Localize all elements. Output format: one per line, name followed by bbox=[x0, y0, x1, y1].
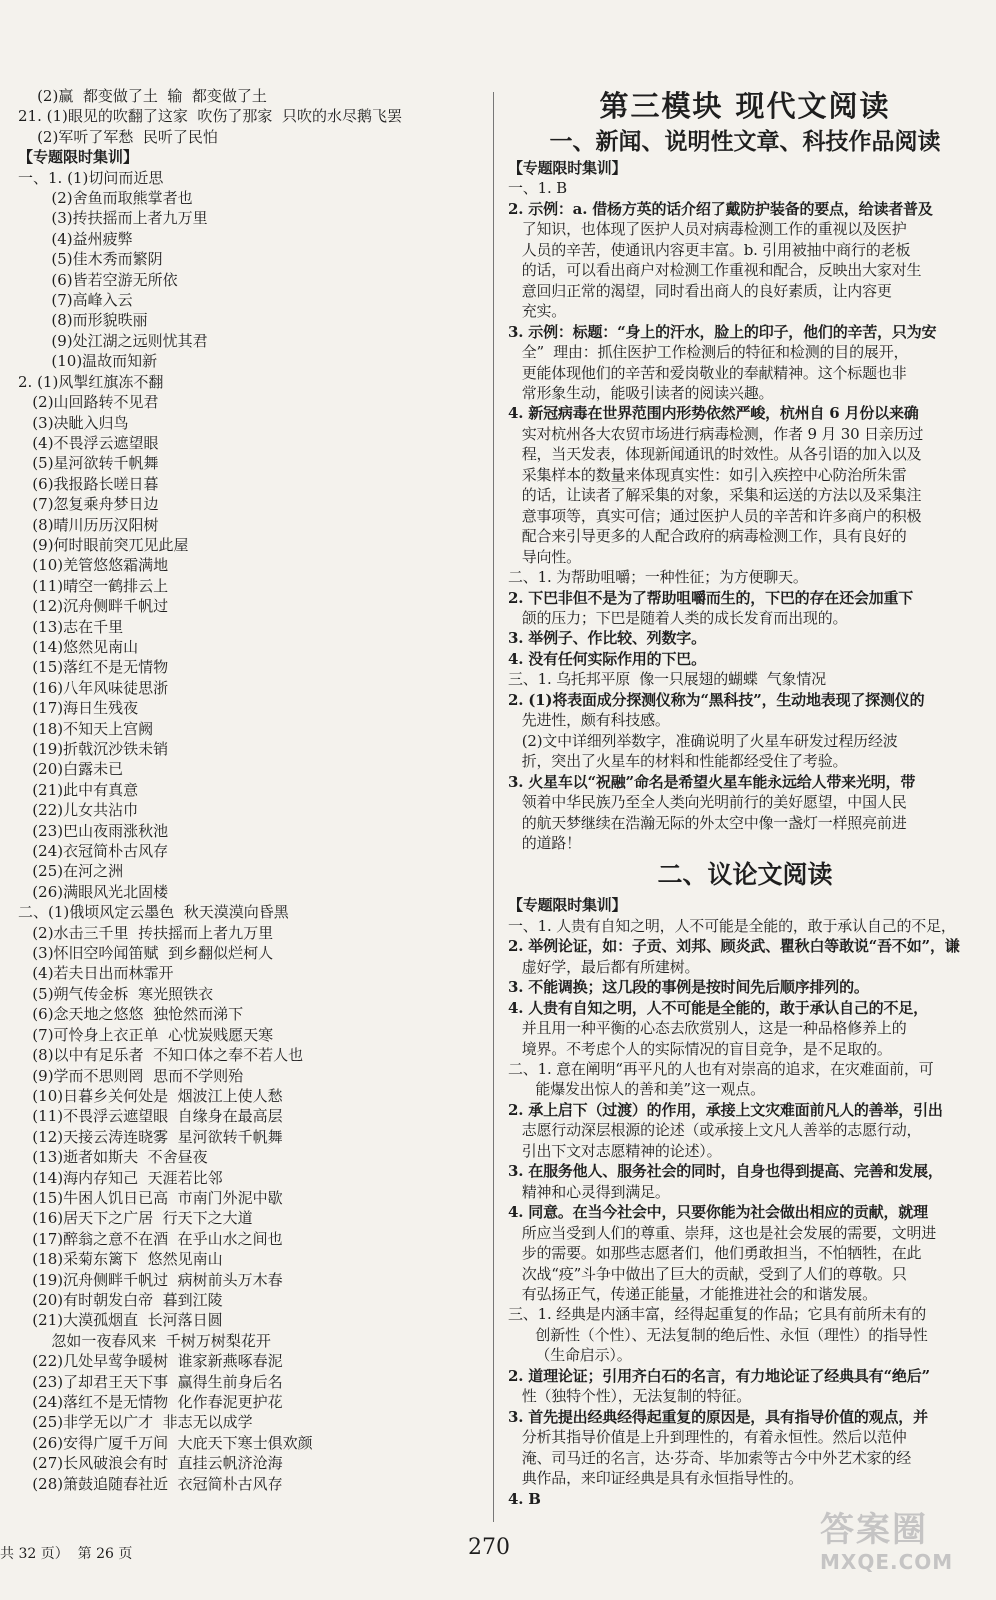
answer-line: 4. 同意。在当今社会中，只要你能为社会做出相应的贡献，就理 bbox=[508, 1203, 928, 1222]
section-header-label: 【专题限时集训】 bbox=[508, 896, 627, 915]
answer-line: (15)牛困人饥日已高 市南门外泥中歇 bbox=[18, 1188, 283, 1207]
answer-line: (20)白露未已 bbox=[18, 760, 124, 779]
answer-line: (14)海内存知己 天涯若比邻 bbox=[18, 1168, 223, 1187]
answer-line: (2)水击三千里 抟扶摇而上者九万里 bbox=[18, 923, 274, 942]
answer-line: 性（独特个性），无法复制的特征。 bbox=[508, 1387, 752, 1406]
answer-line: 创新性（个性）、无法复制的绝后性、永恒（理性）的指导性 bbox=[508, 1325, 928, 1344]
answer-line: (14)悠然见南山 bbox=[18, 637, 139, 656]
answer-line: (21)此中有真意 bbox=[18, 780, 139, 799]
answer-line: 的话，可以看出商户对检测工作重视和配合，反映出大家对生 bbox=[508, 261, 922, 280]
answer-line: 2. 道理论证；引用齐白石的名言，有力地论证了经典具有“绝后” bbox=[508, 1366, 930, 1385]
answer-line: 引出下文对志愿精神的论述）。 bbox=[508, 1141, 722, 1160]
answer-line: 二、(1)俄顷风定云墨色 秋天漠漠向昏黑 bbox=[18, 903, 289, 922]
answer-line: (6)皆若空游无所依 bbox=[18, 270, 178, 289]
answer-line: (2)山回路转不见君 bbox=[18, 393, 159, 412]
answer-line: (23)巴山夜雨涨秋池 bbox=[18, 821, 169, 840]
answer-line: 忽如一夜春风来 千树万树梨花开 bbox=[18, 1331, 271, 1350]
answer-line: (10)日暮乡关何处是 烟波江上使人愁 bbox=[18, 1086, 283, 1105]
answer-line: 意回归正常的渴望，同时看出商人的良好素质，让内容更 bbox=[508, 281, 892, 300]
answer-line: (9)何时眼前突兀见此屋 bbox=[18, 535, 189, 554]
answer-line: (9)学而不思则罔 思而不学则殆 bbox=[18, 1066, 244, 1085]
answer-line: (12)天接云涛连晓雾 星河欲转千帆舞 bbox=[18, 1127, 283, 1146]
answer-line: 3. 不能调换；这几段的事例是按时间先后顺序排列的。 bbox=[508, 978, 869, 997]
answer-line: 全” 理由：抓住医护工作检测后的特征和检测的目的展开， bbox=[508, 343, 909, 362]
section2-answers bbox=[508, 895, 982, 1509]
answer-line: 的道路！ bbox=[508, 833, 581, 852]
watermark-logo bbox=[820, 1510, 988, 1594]
answer-line: (8)晴川历历汉阳树 bbox=[18, 515, 159, 534]
answer-line: 分析其指导价值是上升到理性的，有着永恒性。然后以范仲 bbox=[508, 1428, 907, 1447]
answer-line: (20)有时朝发白帝 暮到江陵 bbox=[18, 1290, 223, 1309]
answer-line: (4)若夫日出而林霏开 bbox=[18, 964, 174, 983]
answer-line: (15)落红不是无情物 bbox=[18, 658, 169, 677]
answer-line: (18)不知天上宫阙 bbox=[18, 719, 154, 738]
answer-line: (26)满眼风光北固楼 bbox=[18, 882, 169, 901]
answer-line: (16)居天下之广居 行天下之大道 bbox=[18, 1209, 253, 1228]
answer-line: 意事项等，真实可信；通过医护人员的辛苦和许多商户的积极 bbox=[508, 506, 922, 525]
answer-line: 一、1. (1)切问而近思 bbox=[18, 168, 164, 187]
answer-line: (8)以中有足乐者 不知口体之奉不若人也 bbox=[18, 1046, 304, 1065]
answer-line: 充实。 bbox=[508, 302, 567, 321]
answer-line: 境界。不考虑个人的实际情况的盲目竞争，是不足取的。 bbox=[508, 1039, 892, 1058]
answer-line: 折，突出了火星车的材料和性能都经受住了考验。 bbox=[508, 752, 848, 771]
answer-line: (7)忽复乘舟梦日边 bbox=[18, 495, 159, 514]
answer-line: (25)在河之洲 bbox=[18, 862, 124, 881]
answer-line: 4. 没有任何实际作用的下巴。 bbox=[508, 649, 706, 668]
answer-line: (12)沉舟侧畔千帆过 bbox=[18, 597, 169, 616]
answer-line: 的话，让读者了解采集的对象，采集和运送的方法以及采集注 bbox=[508, 486, 922, 505]
answer-line: 并且用一种平衡的心态去欣赏别人，这是一种品格修养上的 bbox=[508, 1019, 907, 1038]
answer-line: 领着中华民族乃至全人类向光明前行的美好愿望，中国人民 bbox=[508, 793, 907, 812]
answer-line: (11)晴空一鹤排云上 bbox=[18, 576, 169, 595]
answer-line: (4)益州疲弊 bbox=[18, 229, 133, 248]
section1-answers bbox=[508, 158, 982, 853]
answer-line: 21. (1)眼见的吹翻了这家 吹伤了那家 只吹的水尽鹅飞罢 bbox=[18, 107, 402, 126]
answer-line: 2. 承上启下（过渡）的作用，承接上文灾难面前凡人的善举，引出 bbox=[508, 1100, 943, 1119]
answer-line: 程，当天发表，体现新闻通讯的时效性。从各引语的加入以及 bbox=[508, 445, 922, 464]
answer-line: (24)衣冠简朴古风存 bbox=[18, 842, 169, 861]
answer-line: 虚好学，最后都有所建树。 bbox=[508, 957, 700, 976]
answer-line: 更能体现他们的辛苦和爱岗敬业的奉献精神。这个标题也非 bbox=[508, 363, 907, 382]
answer-line: (11)不畏浮云遮望眼 自缘身在最高层 bbox=[18, 1107, 283, 1126]
answer-line: (21)大漠孤烟直 长河落日圆 bbox=[18, 1311, 223, 1330]
answer-line: 二、1. 意在阐明“再平凡的人也有对崇高的追求，在灾难面前，可 bbox=[508, 1060, 934, 1079]
answer-line: 实对杭州各大农贸市场进行病毒检测，作者 9 月 30 日亲历过 bbox=[508, 424, 924, 443]
answer-line: 3. 在服务他人、服务社会的同时，自身也得到提高、完善和发展， bbox=[508, 1162, 943, 1181]
answer-line: (3)抟扶摇而上者九万里 bbox=[18, 209, 208, 228]
watermark-url: MXQE.COM bbox=[820, 1550, 954, 1574]
answer-line: 三、1. 经典是内涵丰富，经得起重复的作品；它具有前所未有的 bbox=[508, 1305, 927, 1324]
answer-line: 有弘扬正气，传递正能量，才能推进社会的和谐发展。 bbox=[508, 1285, 877, 1304]
answer-line: (6)我报路长嗟日暮 bbox=[18, 474, 159, 493]
answer-line: (4)不畏浮云遮望眼 bbox=[18, 433, 159, 452]
answer-line: (22)儿女共沾巾 bbox=[18, 801, 139, 820]
answer-line: 导向性。 bbox=[508, 547, 581, 566]
answer-line: （生命启示）。 bbox=[508, 1346, 632, 1365]
answer-line: 典作品，来印证经典是具有永恒指导性的。 bbox=[508, 1469, 803, 1488]
answer-line: (5)星河欲转千帆舞 bbox=[18, 454, 159, 473]
answer-line: 一、1. 人贵有自知之明，人不可能是全能的，敢于承认自己的不足， bbox=[508, 916, 956, 935]
answer-line: (10)温故而知新 bbox=[18, 352, 158, 371]
page-number: 270 bbox=[468, 1535, 510, 1560]
answer-line: (2)军听了军愁 民听了民怕 bbox=[18, 127, 218, 146]
answer-line: (23)了却君王天下事 赢得生前身后名 bbox=[18, 1372, 283, 1391]
answer-line: 颌的压力；下巴是随着人类的成长发育而出现的。 bbox=[508, 608, 848, 627]
answer-line: 常形象生动，能吸引读者的阅读兴趣。 bbox=[508, 383, 774, 402]
answer-line: (3)决眦入归鸟 bbox=[18, 413, 129, 432]
answer-line: 采集样本的数量来体现真实性：如引入疾控中心防治所朱雷 bbox=[508, 465, 907, 484]
answer-line: (19)折戟沉沙铁未销 bbox=[18, 740, 169, 758]
answer-line: (17)醉翁之意不在酒 在乎山水之间也 bbox=[18, 1229, 283, 1248]
section-header-label: 【专题限时集训】 bbox=[508, 159, 627, 177]
answer-line: (5)佳木秀而繁阴 bbox=[18, 250, 163, 269]
answer-line: 淹、司马迁的名言，达·芬奇、毕加索等古今中外艺术家的经 bbox=[508, 1448, 912, 1467]
answer-line: (25)非学无以广才 非志无以成学 bbox=[18, 1413, 253, 1432]
answer-line: (18)采菊东篱下 悠然见南山 bbox=[18, 1250, 223, 1269]
answer-line: (16)八年风味徒思浙 bbox=[18, 678, 169, 697]
answer-line: (27)长风破浪会有时 直挂云帆济沧海 bbox=[18, 1454, 283, 1473]
answer-line: 精神和心灵得到满足。 bbox=[508, 1182, 670, 1201]
module-title: 第三模块 现代文阅读 bbox=[599, 89, 891, 123]
footer-page-info: 共 32 页） 第 26 页 bbox=[0, 1546, 133, 1562]
answer-line: 4. 新冠病毒在世界范围内形势依然严峻，杭州自 6 月份以来确 bbox=[508, 404, 919, 423]
answer-line: 3. 举例子、作比较、列数字。 bbox=[508, 629, 706, 648]
answer-line: 2. 下巴非但不是为了帮助咀嚼而生的，下巴的存在还会加重下 bbox=[508, 588, 914, 607]
answer-line: 3. 首先提出经典经得起重复的原因是，具有指导价值的观点，并 bbox=[508, 1407, 928, 1426]
answer-line: 3. 火星车以“祝融”命名是希望火星车能永远给人带来光明，带 bbox=[508, 772, 916, 791]
answer-line: 2. (1)将表面成分探测仪称为“黑科技”，生动地表现了探测仪的 bbox=[508, 690, 925, 709]
answer-line: 2. 示例：a. 借杨方英的话介绍了戴防护装备的要点，给读者普及 bbox=[508, 199, 933, 218]
answer-line: 先进性，颇有科技感。 bbox=[508, 711, 670, 730]
section1-title: 一、新闻、说明性文章、科技作品阅读 bbox=[549, 128, 941, 155]
right-answer-column bbox=[508, 86, 982, 1509]
answer-line: (9)处江湖之远则忧其君 bbox=[18, 331, 208, 350]
answer-line: (7)高峰入云 bbox=[18, 291, 133, 310]
answer-line: 三、1. 乌托邦平原 像一只展翅的蝴蝶 气象情况 bbox=[508, 670, 826, 689]
answer-line: 一、1. B bbox=[508, 179, 567, 198]
answer-line: (26)安得广厦千万间 大庇天下寒士俱欢颜 bbox=[18, 1433, 313, 1452]
answer-line: (22)几处早莺争暖树 谁家新燕啄春泥 bbox=[18, 1352, 283, 1371]
section-header-label: 【专题限时集训】 bbox=[18, 148, 139, 167]
answer-line: (7)可怜身上衣正单 心忧炭贱愿天寒 bbox=[18, 1025, 274, 1044]
answer-line: 次战“疫”斗争中做出了巨大的贡献，受到了人们的尊敬。只 bbox=[508, 1264, 907, 1283]
answer-line: 人员的辛苦，使通讯内容更丰富。b. 引用被抽中商行的老板 bbox=[508, 240, 911, 259]
answer-line: 配合来引导更多的人配合政府的病毒检测工作，具有良好的 bbox=[508, 527, 907, 546]
answer-line: (2)舍鱼而取熊掌者也 bbox=[18, 189, 193, 208]
section2-title: 二、议论文阅读 bbox=[657, 860, 833, 890]
answer-line: 步的需要。如那些志愿者们，他们勇敢担当，不怕牺牲，在此 bbox=[508, 1244, 922, 1263]
answer-line: (2)文中详细列举数字，准确说明了火星车研发过程历经波 bbox=[508, 731, 898, 750]
left-answer-column bbox=[18, 86, 478, 1494]
answer-line: 3. 示例：标题：“身上的汗水，脸上的印子，他们的辛苦，只为安 bbox=[508, 322, 937, 341]
answer-line: 4. B bbox=[508, 1489, 541, 1508]
answer-line: 的航天梦继续在浩瀚无际的外太空中像一盏灯一样照亮前进 bbox=[508, 813, 907, 832]
answer-line: (10)羌管悠悠霜满地 bbox=[18, 556, 169, 575]
answer-line: 2. (1)风掣红旗冻不翻 bbox=[18, 372, 164, 391]
answer-line: (17)海日生残夜 bbox=[18, 699, 139, 718]
watermark-text: 答案圈 bbox=[820, 1510, 928, 1550]
answer-line: 二、1. 为帮助咀嚼；一种性征；为方便聊天。 bbox=[508, 568, 808, 587]
answer-line: 了知识，也体现了医护人员对病毒检测工作的重视以及医护 bbox=[508, 220, 907, 239]
answer-line: 志愿行动深层根源的论述（或承接上文凡人善举的志愿行动， bbox=[508, 1121, 922, 1140]
answer-line: (6)念天地之悠悠 独怆然而涕下 bbox=[18, 1005, 244, 1024]
answer-line: (3)怀旧空吟闻笛赋 到乡翻似烂柯人 bbox=[18, 944, 274, 963]
answer-line: (24)落红不是无情物 化作春泥更护花 bbox=[18, 1393, 283, 1411]
answer-line: (19)沉舟侧畔千帆过 病树前头万木春 bbox=[18, 1270, 283, 1289]
answer-line: 所应当受到人们的尊重、崇拜，这也是社会发展的需要，文明进 bbox=[508, 1223, 937, 1242]
answer-line: (2)赢 都变做了土 输 都变做了土 bbox=[18, 87, 267, 105]
answer-line: 4. 人贵有自知之明，人不可能是全能的，敢于承认自己的不足， bbox=[508, 998, 928, 1017]
answer-line: 能爆发出惊人的善和美”这一观点。 bbox=[508, 1080, 765, 1099]
answer-line: 2. 举例论证，如：子贡、刘邦、顾炎武、瞿秋白等敢说“吾不如”，谦 bbox=[508, 937, 960, 956]
answer-line: (13)志在千里 bbox=[18, 617, 124, 636]
column-divider bbox=[493, 92, 494, 1522]
answer-line: (8)而形貌昳丽 bbox=[18, 311, 148, 330]
answer-line: (28)箫鼓追随春社近 衣冠简朴古风存 bbox=[18, 1474, 283, 1493]
answer-line: (13)逝者如斯夫 不舍昼夜 bbox=[18, 1148, 208, 1167]
answer-line: (5)朔气传金柝 寒光照铁衣 bbox=[18, 984, 214, 1003]
